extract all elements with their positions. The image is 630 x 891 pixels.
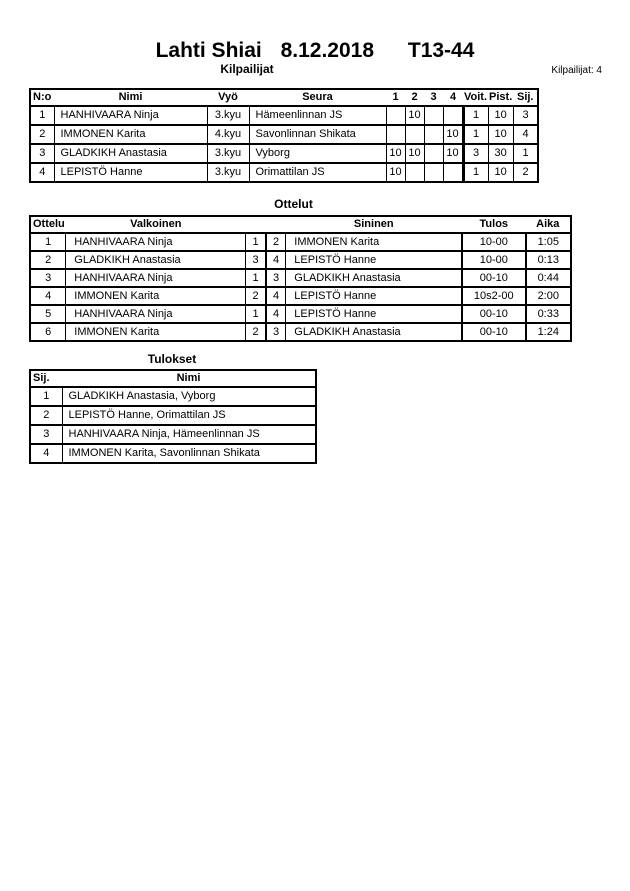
cell-place: 4 — [30, 444, 62, 463]
cell-white-name: GLADKIKH Anastasia — [66, 251, 246, 269]
cell-result: 00-10 — [462, 323, 526, 341]
cell-club: Hämeenlinnan JS — [249, 106, 386, 125]
cell-blue-name: LEPISTÖ Hanne — [286, 287, 462, 305]
match-row — [30, 269, 571, 287]
cell-result: 10-00 — [462, 233, 526, 251]
cell-name: LEPISTÖ Hanne — [54, 163, 207, 182]
cell-white-no: 3 — [246, 251, 266, 269]
cell-points: 10 — [488, 163, 513, 182]
cell-blue-no: 2 — [266, 233, 286, 251]
cell-club: Vyborg — [249, 144, 386, 163]
cell-blue-name: IMMONEN Karita — [286, 233, 462, 251]
cell-round-3 — [424, 106, 443, 125]
cell-white-no: 1 — [246, 233, 266, 251]
results-section-title: Tulokset — [147, 352, 197, 366]
cell-blue-no: 4 — [266, 287, 286, 305]
result-row — [30, 406, 316, 425]
header-match: Ottelu — [30, 216, 66, 233]
match-row — [30, 251, 571, 269]
cell-round-2 — [405, 163, 424, 182]
header-blue: Sininen — [286, 216, 462, 233]
cell-round-1 — [386, 125, 405, 144]
matches-table — [29, 215, 572, 342]
cell-blue-no: 3 — [266, 323, 286, 341]
cell-result: 10-00 — [462, 251, 526, 269]
cell-round-1 — [386, 106, 405, 125]
header-spacer — [266, 216, 286, 233]
match-row — [30, 287, 571, 305]
cell-time: 1:05 — [526, 233, 571, 251]
competitors-header-row — [30, 89, 538, 106]
cell-no: 1 — [30, 106, 54, 125]
competitor-row — [30, 125, 538, 144]
cell-white-no: 1 — [246, 269, 266, 287]
cell-blue-name: LEPISTÖ Hanne — [286, 305, 462, 323]
cell-round-2 — [405, 125, 424, 144]
cell-place: 2 — [30, 406, 62, 425]
header-wins: Voit. — [463, 89, 488, 106]
cell-round-4: 10 — [443, 125, 463, 144]
cell-result: 10s2-00 — [462, 287, 526, 305]
cell-time: 0:13 — [526, 251, 571, 269]
header-time: Aika — [526, 216, 571, 233]
cell-white-no: 2 — [246, 287, 266, 305]
cell-match-no: 3 — [30, 269, 66, 287]
header-name: Nimi — [62, 370, 316, 387]
cell-blue-no: 4 — [266, 305, 286, 323]
cell-result: 00-10 — [462, 269, 526, 287]
cell-white-name: HANHIVAARA Ninja — [66, 233, 246, 251]
cell-place: 4 — [513, 125, 538, 144]
header-round-4: 4 — [443, 89, 463, 106]
cell-name-club: IMMONEN Karita, Savonlinnan Shikata — [62, 444, 316, 463]
cell-round-3 — [424, 125, 443, 144]
cell-round-2: 10 — [405, 144, 424, 163]
cell-blue-name: LEPISTÖ Hanne — [286, 251, 462, 269]
cell-match-no: 4 — [30, 287, 66, 305]
cell-round-4: 10 — [443, 144, 463, 163]
cell-belt: 3.kyu — [207, 106, 249, 125]
cell-time: 0:44 — [526, 269, 571, 287]
matches-header-row — [30, 216, 571, 233]
header-name: Nimi — [54, 89, 207, 106]
cell-match-no: 6 — [30, 323, 66, 341]
cell-place: 1 — [513, 144, 538, 163]
cell-name: IMMONEN Karita — [54, 125, 207, 144]
cell-points: 30 — [488, 144, 513, 163]
cell-match-no: 2 — [30, 251, 66, 269]
cell-round-3 — [424, 163, 443, 182]
header-club: Seura — [249, 89, 386, 106]
cell-white-name: IMMONEN Karita — [66, 323, 246, 341]
cell-match-no: 1 — [30, 233, 66, 251]
match-row — [30, 233, 571, 251]
event-name: Lahti Shiai — [155, 39, 262, 62]
cell-belt: 3.kyu — [207, 163, 249, 182]
header-no: N:o — [30, 89, 54, 106]
cell-time: 0:33 — [526, 305, 571, 323]
cell-place: 2 — [513, 163, 538, 182]
cell-blue-name: GLADKIKH Anastasia — [286, 269, 462, 287]
header-result: Tulos — [462, 216, 526, 233]
cell-name-club: LEPISTÖ Hanne, Orimattilan JS — [62, 406, 316, 425]
matches-section-title: Ottelut — [274, 197, 313, 211]
competitors-section-title: Kilpailijat — [220, 62, 274, 76]
competitors-count: Kilpailijat: 4 — [551, 65, 602, 76]
header-points: Pist. — [488, 89, 513, 106]
competitor-row — [30, 106, 538, 125]
cell-place: 3 — [30, 425, 62, 444]
result-row — [30, 387, 316, 406]
cell-points: 10 — [488, 125, 513, 144]
cell-club: Orimattilan JS — [249, 163, 386, 182]
competitor-row — [30, 144, 538, 163]
cell-blue-no: 3 — [266, 269, 286, 287]
cell-wins: 1 — [463, 163, 488, 182]
page-title — [0, 40, 630, 62]
cell-wins: 1 — [463, 106, 488, 125]
match-row — [30, 323, 571, 341]
result-row — [30, 444, 316, 463]
competitors-table — [29, 88, 539, 183]
cell-round-2: 10 — [405, 106, 424, 125]
result-row — [30, 425, 316, 444]
header-place: Sij. — [30, 370, 62, 387]
cell-name: HANHIVAARA Ninja — [54, 106, 207, 125]
results-header-row — [30, 370, 316, 387]
event-date: 8.12.2018 — [280, 39, 375, 62]
header-spacer — [246, 216, 266, 233]
match-row — [30, 305, 571, 323]
cell-white-name: IMMONEN Karita — [66, 287, 246, 305]
competitor-row — [30, 163, 538, 182]
cell-no: 4 — [30, 163, 54, 182]
cell-round-4 — [443, 163, 463, 182]
header-place: Sij. — [513, 89, 538, 106]
cell-place: 3 — [513, 106, 538, 125]
cell-belt: 3.kyu — [207, 144, 249, 163]
cell-no: 3 — [30, 144, 54, 163]
header-belt: Vyö — [207, 89, 249, 106]
cell-name-club: HANHIVAARA Ninja, Hämeenlinnan JS — [62, 425, 316, 444]
cell-place: 1 — [30, 387, 62, 406]
header-round-3: 3 — [424, 89, 443, 106]
cell-round-3 — [424, 144, 443, 163]
cell-match-no: 5 — [30, 305, 66, 323]
cell-belt: 4.kyu — [207, 125, 249, 144]
cell-white-name: HANHIVAARA Ninja — [66, 305, 246, 323]
cell-club: Savonlinnan Shikata — [249, 125, 386, 144]
cell-points: 10 — [488, 106, 513, 125]
cell-blue-name: GLADKIKH Anastasia — [286, 323, 462, 341]
cell-time: 2:00 — [526, 287, 571, 305]
cell-name-club: GLADKIKH Anastasia, Vyborg — [62, 387, 316, 406]
cell-round-4 — [443, 106, 463, 125]
cell-name: GLADKIKH Anastasia — [54, 144, 207, 163]
cell-white-no: 1 — [246, 305, 266, 323]
cell-blue-no: 4 — [266, 251, 286, 269]
cell-white-no: 2 — [246, 323, 266, 341]
header-round-2: 2 — [405, 89, 424, 106]
cell-no: 2 — [30, 125, 54, 144]
cell-result: 00-10 — [462, 305, 526, 323]
cell-time: 1:24 — [526, 323, 571, 341]
header-round-1: 1 — [386, 89, 405, 106]
cell-round-1: 10 — [386, 163, 405, 182]
cell-wins: 1 — [463, 125, 488, 144]
results-table — [29, 369, 317, 464]
header-white: Valkoinen — [66, 216, 246, 233]
weight-category: T13-44 — [407, 39, 475, 62]
cell-wins: 3 — [463, 144, 488, 163]
cell-white-name: HANHIVAARA Ninja — [66, 269, 246, 287]
cell-round-1: 10 — [386, 144, 405, 163]
